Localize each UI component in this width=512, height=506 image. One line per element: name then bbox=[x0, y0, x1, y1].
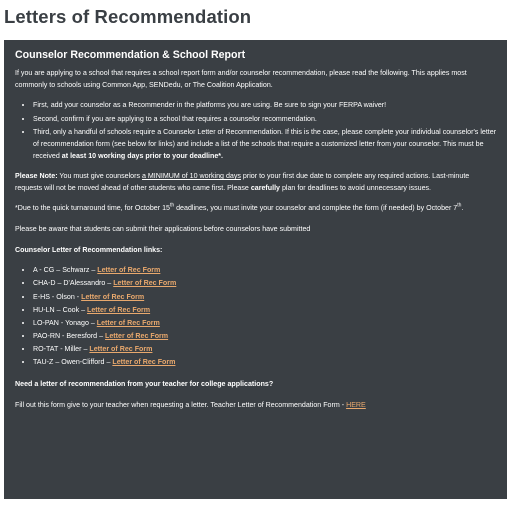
counselor-name: Schwarz bbox=[62, 266, 90, 275]
teacher-paragraph bbox=[15, 400, 497, 412]
links-heading: Counselor Letter of Recommendation links: bbox=[15, 245, 163, 254]
separator: - bbox=[58, 345, 65, 354]
step-third bbox=[33, 127, 497, 162]
counselor-item bbox=[33, 331, 497, 343]
letter-of-rec-link[interactable]: Letter of Rec Form bbox=[97, 266, 161, 275]
carefully-emphasis: carefully bbox=[250, 183, 280, 192]
asterisk-text-c: . bbox=[461, 204, 464, 213]
step-second: • Second, confirm if you are applying to a school that requires a counselor recommendation. bbox=[33, 114, 497, 126]
panel-heading: Counselor Recommendation & School Report bbox=[15, 49, 246, 61]
alpha-range: CHA-D bbox=[33, 279, 56, 288]
counselor-name: Olson bbox=[56, 292, 75, 301]
counselor-name: Miller bbox=[64, 345, 82, 354]
counselor-item bbox=[33, 292, 497, 304]
letter-of-rec-link[interactable]: Letter of Rec Form bbox=[96, 318, 160, 327]
counselor-name: Yonago bbox=[65, 318, 89, 327]
ordinal-suffix: th bbox=[169, 202, 175, 209]
separator: - bbox=[49, 292, 57, 301]
alpha-range: LO-PAN bbox=[33, 318, 59, 327]
alpha-range: RO-TAT bbox=[33, 345, 59, 354]
alpha-range: TAU-Z bbox=[33, 358, 54, 367]
asterisk-text-b: deadlines, you must invite your counselor and complete the form (if needed) by October 7 bbox=[174, 204, 458, 213]
separator: - bbox=[74, 292, 82, 301]
counselor-item bbox=[33, 265, 497, 277]
separator: – bbox=[89, 266, 98, 275]
counselor-item bbox=[33, 344, 497, 356]
separator: – bbox=[104, 358, 113, 367]
separator: – bbox=[53, 358, 62, 367]
alpha-range: PAO-RN bbox=[33, 332, 61, 341]
alpha-range: E-HS bbox=[33, 292, 50, 301]
letter-of-rec-link[interactable]: Letter of Rec Form bbox=[105, 332, 169, 341]
separator: – bbox=[81, 345, 90, 354]
letter-of-rec-link[interactable]: Letter of Rec Form bbox=[87, 305, 151, 314]
counselor-item bbox=[33, 278, 497, 290]
letter-of-rec-link[interactable]: Letter of Rec Form bbox=[112, 358, 176, 367]
counselor-item bbox=[33, 357, 497, 369]
separator: – bbox=[54, 305, 63, 314]
counselor-name: Owen-Clifford bbox=[61, 358, 105, 367]
deadline-emphasis: at least 10 working days prior to your deadline*. bbox=[61, 151, 224, 160]
separator: – bbox=[54, 266, 63, 275]
counselor-name: Cook bbox=[62, 305, 80, 314]
recommendation-panel bbox=[4, 40, 507, 499]
counselor-item bbox=[33, 318, 497, 330]
counselor-item bbox=[33, 305, 497, 317]
separator: - bbox=[58, 318, 66, 327]
letter-of-rec-link[interactable]: Letter of Rec Form bbox=[81, 292, 145, 301]
note-text-c: plan for deadlines to avoid unnecessary issues. bbox=[280, 183, 432, 192]
separator: – bbox=[97, 332, 106, 341]
step-first: • First, add your counselor as a Recommender in the platforms you are using. Be sure to sign your FERPA waiver! bbox=[33, 100, 497, 112]
teacher-heading: Need a letter of recommendation from your teacher for college applications? bbox=[15, 380, 274, 389]
ordinal-suffix: th bbox=[457, 202, 462, 209]
teacher-form-link[interactable]: HERE bbox=[346, 400, 366, 409]
letter-of-rec-link[interactable]: Letter of Rec Form bbox=[89, 345, 153, 354]
alpha-range: HU-LN bbox=[33, 305, 55, 314]
separator: - bbox=[60, 332, 67, 341]
aware-paragraph: Please be aware that students can submit their applications before counselors have submitted bbox=[15, 224, 311, 233]
page-title: Letters of Recommendation bbox=[4, 6, 252, 27]
alpha-range: A - CG bbox=[33, 266, 55, 275]
separator: – bbox=[79, 305, 88, 314]
separator: – bbox=[88, 318, 97, 327]
counselor-name: Beresford bbox=[66, 332, 98, 341]
counselor-name: D'Alessandro bbox=[63, 279, 106, 288]
step-third-text: Third, only a handful of schools require a Counselor Letter of Recommendation. If this is the case, please complete your individual counselor's letter of recommendation form (see below for links) and include a list of the schools that require a customized letter from your counselor. This must be received bbox=[33, 128, 497, 160]
note-paragraph bbox=[15, 171, 497, 194]
asterisk-text-a: *Due to the quick turnaround time, for October 15 bbox=[15, 204, 170, 213]
teacher-text: Fill out this form give to your teacher when requesting a letter. Teacher Letter of Recommendation Form - bbox=[15, 400, 347, 409]
letter-of-rec-link[interactable]: Letter of Rec Form bbox=[113, 279, 177, 288]
separator: – bbox=[105, 279, 114, 288]
intro-paragraph: If you are applying to a school that requires a school report form and/or counselor recommendation, please read the following. This applies most commonly to schools using Common App, SENDedu, or The Coalition Application. bbox=[15, 69, 467, 89]
steps-list bbox=[15, 100, 497, 162]
note-text-b: prior to your first due date to complete any required actions. Last-minute requests will not be moved ahead of other students who came first. Please bbox=[15, 172, 470, 192]
note-text-a: You must give counselors bbox=[57, 172, 142, 181]
minimum-days-emphasis: a MINIMUM of 10 working days bbox=[141, 172, 241, 181]
counselor-links-list bbox=[15, 265, 497, 369]
note-label: Please Note: bbox=[15, 172, 58, 181]
separator: – bbox=[55, 279, 64, 288]
asterisk-paragraph bbox=[15, 203, 497, 215]
